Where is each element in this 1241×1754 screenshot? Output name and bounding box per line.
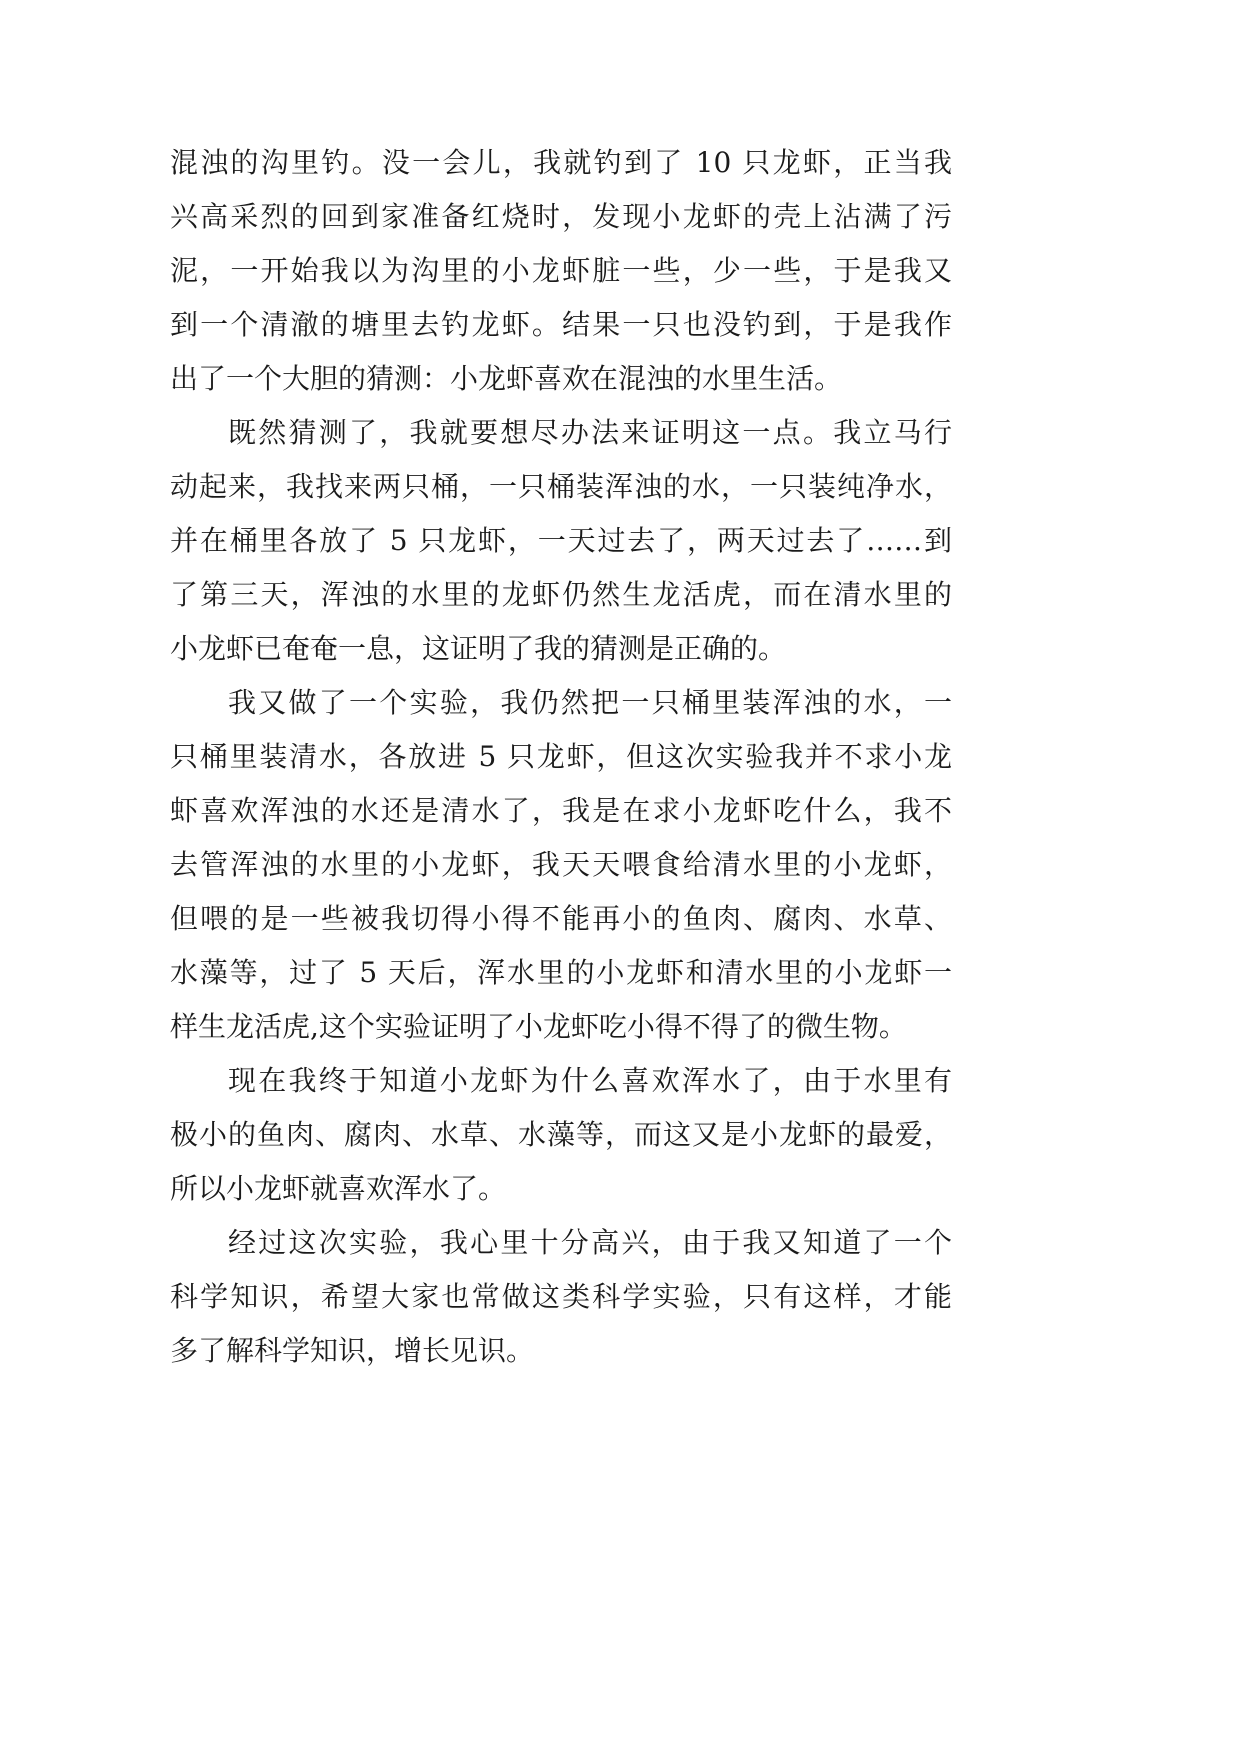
paragraph-continuation bbox=[170, 136, 952, 406]
paragraph-line: 科学知识，希望大家也常做这类科学实验，只有这样，才能 bbox=[170, 1280, 952, 1313]
paragraph-line: 泥，一开始我以为沟里的小龙虾脏一些，少一些，于是我又 bbox=[170, 254, 952, 287]
paragraph-line: 所以小龙虾就喜欢浑水了。 bbox=[170, 1172, 507, 1205]
paragraph-line: 样生龙活虎,这个实验证明了小龙虾吃小得不得了的微生物。 bbox=[170, 1010, 907, 1043]
paragraph-line: 并在桶里各放了 5 只龙虾，一天过去了，两天过去了……到 bbox=[170, 524, 952, 557]
paragraph-line: 兴高采烈的回到家准备红烧时，发现小龙虾的壳上沾满了污 bbox=[170, 200, 952, 233]
paragraph-experiment-one bbox=[170, 406, 952, 676]
paragraph-line: 只桶里装清水，各放进 5 只龙虾，但这次实验我并不求小龙 bbox=[170, 740, 952, 773]
paragraph-conclusion bbox=[170, 1054, 952, 1216]
paragraph-line: 既然猜测了，我就要想尽办法来证明这一点。我立马行 bbox=[228, 416, 952, 449]
paragraph-line: 混浊的沟里钓。没一会儿，我就钓到了 10 只龙虾，正当我 bbox=[170, 146, 952, 179]
paragraph-line: 了第三天，浑浊的水里的龙虾仍然生龙活虎，而在清水里的 bbox=[170, 578, 952, 611]
paragraph-line: 到一个清澈的塘里去钓龙虾。结果一只也没钓到，于是我作 bbox=[170, 308, 952, 341]
paragraph-line: 我又做了一个实验，我仍然把一只桶里装浑浊的水，一 bbox=[228, 686, 952, 719]
paragraph-line: 极小的鱼肉、腐肉、水草、水藻等，而这又是小龙虾的最爱， bbox=[170, 1118, 952, 1151]
paragraph-line: 出了一个大胆的猜测：小龙虾喜欢在混浊的水里生活。 bbox=[170, 362, 843, 395]
paragraph-line: 小龙虾已奄奄一息，这证明了我的猜测是正确的。 bbox=[170, 632, 787, 665]
paragraph-line: 多了解科学知识，增长见识。 bbox=[170, 1334, 535, 1367]
paragraph-line: 现在我终于知道小龙虾为什么喜欢浑水了，由于水里有 bbox=[228, 1064, 952, 1097]
paragraph-line: 但喂的是一些被我切得小得不能再小的鱼肉、腐肉、水草、 bbox=[170, 902, 952, 935]
paragraph-line: 动起来，我找来两只桶，一只桶装浑浊的水，一只装纯净水， bbox=[170, 470, 952, 503]
paragraph-line: 水藻等，过了 5 天后，浑水里的小龙虾和清水里的小龙虾一 bbox=[170, 956, 952, 989]
paragraph-experiment-two bbox=[170, 676, 952, 1054]
paragraph-line: 去管浑浊的水里的小龙虾，我天天喂食给清水里的小龙虾， bbox=[170, 848, 952, 881]
paragraph-reflection bbox=[170, 1216, 952, 1378]
document-body bbox=[170, 136, 952, 1378]
paragraph-line: 虾喜欢浑浊的水还是清水了，我是在求小龙虾吃什么，我不 bbox=[170, 794, 952, 827]
paragraph-line: 经过这次实验，我心里十分高兴，由于我又知道了一个 bbox=[228, 1226, 952, 1259]
